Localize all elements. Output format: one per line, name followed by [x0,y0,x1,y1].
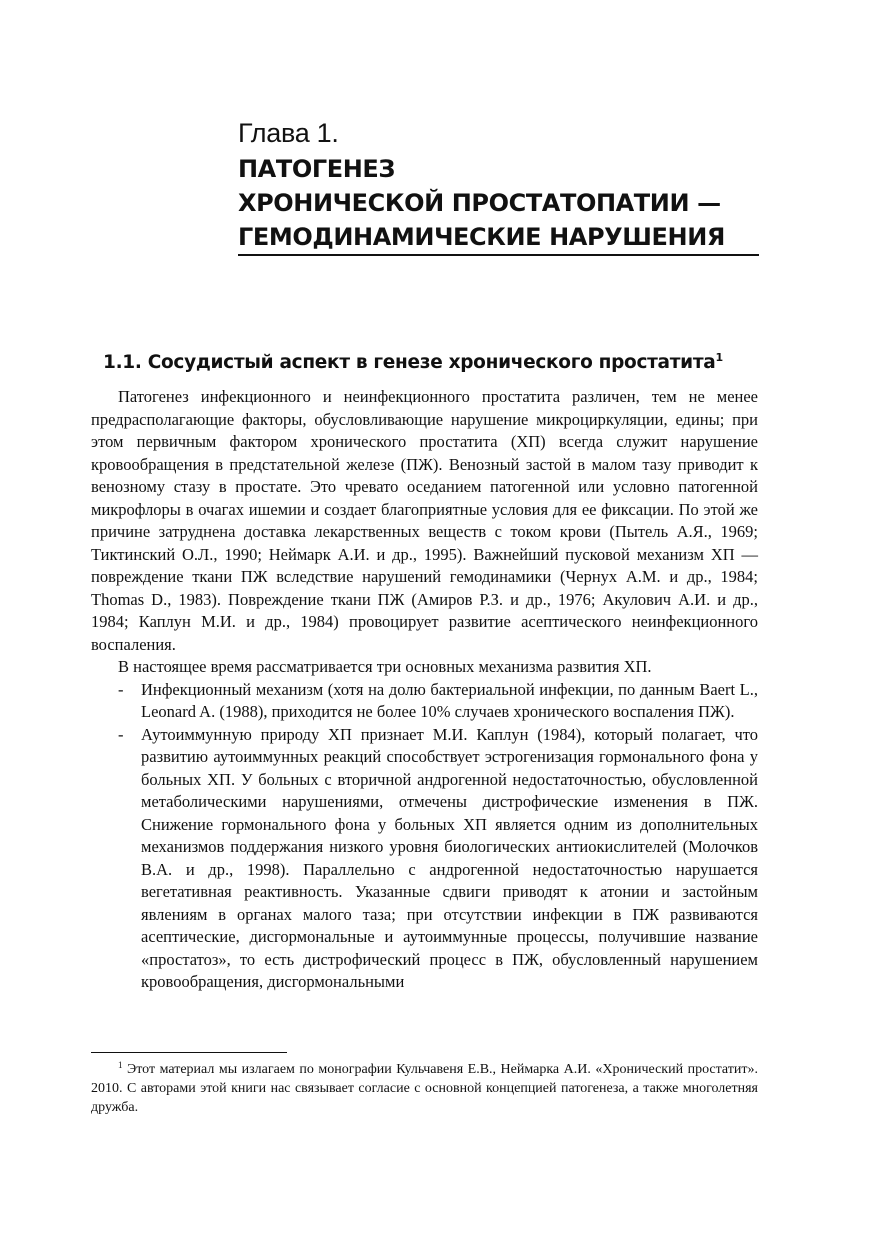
paragraph-1: Патогенез инфекционного и неинфекционного простатита различен, тем не менее предрасполагающие факторы, обусловливающие нарушение микроциркуляции, едины; при этом первичным фактором хронического простатита (ХП) всегда служит нарушение кровообращения в предстательной железе (ПЖ). Венозный застой в малом тазу приводит к венозному стазу в простате. Это чревато оседанием патогенной или условно патогенной микрофлоры в очагах ишемии и создает благоприятные условия для ее фиксации. По этой же причине затруднена доставка лекарственных веществ с током крови (Пытель А.Я., 1969; Тиктинский О.Л., 1990; Неймарк А.И. и др., 1995). Важнейший пусковой механизм ХП — повреждение ткани ПЖ вследствие нарушений гемодинамики (Чернух А.М. и др., 1984; Thomas D., 1983). Повреждение ткани ПЖ (Амиров Р.З. и др., 1976; Акулович А.И. и др., 1984; Каплун М.И. и др., 1984) провоцирует развитие асептического неинфекционного воспаления. [91,387,758,654]
footnote-text: Этот материал мы излагаем по монографии Кульчавеня Е.В., Неймарка А.И. «Хронический простатит». 2010. С авторами этой книги нас связывает согласие с основной концепцией патогенеза, а также многолетняя дружба. [91,1062,758,1115]
chapter-title-underline [238,254,759,256]
section-heading [103,345,763,376]
footnote-marker: 1 [118,1060,123,1070]
chapter-title-line-2: ХРОНИЧЕСКОЙ ПРОСТАТОПАТИИ — [238,189,721,217]
list-item [91,679,758,724]
list-item-text: Инфекционный механизм (хотя на долю бактериальной инфекции, по данным Baert L., Leonard A. (1988), приходится не более 10% случаев хронического воспаления ПЖ). [141,679,758,721]
footnote [91,1056,758,1117]
paragraph-2: В настоящее время рассматривается три основных механизма развития ХП. [118,657,652,676]
list-item-dash: - [118,679,124,699]
body-text [91,386,758,994]
section-footnote-marker: 1 [715,351,723,364]
chapter-title-line-1: ПАТОГЕНЕЗ [238,155,396,183]
footnote-separator [91,1052,287,1053]
mechanisms-list [91,679,758,994]
list-item-text: Аутоиммунную природу ХП признает М.И. Каплун (1984), который полагает, что развитию аутоиммунных реакций способствует эстрогенизация гормонального фона у больных ХП. У больных с вторичной андрогенной недостаточностью, обусловленной метаболическими нарушениями, отмечены дистрофические изменения в ПЖ. Снижение гормонального фона у больных ХП является одним из дополнительных механизмов поддержания низкого уровня биологических антиокислителей (Молочков В.А. и др., 1998). Параллельно с андрогенной недостаточностью нарушается вегетативная реактивность. Указанные сдвиги приводят к атонии и застойным явлениям в органах малого таза; при отсутствии инфекции в ПЖ развиваются асептические, дисгормональные и аутоиммунные процессы, получившие название «простатоз», то есть дистрофический процесс в ПЖ, обусловленный нарушением кровообращения, дисгормональными [141,724,758,991]
chapter-heading [238,116,768,254]
chapter-title-line-3: ГЕМОДИНАМИЧЕСКИЕ НАРУШЕНИЯ [238,223,725,251]
chapter-label: Глава 1. [238,118,339,148]
section-heading-text: 1.1. Сосудистый аспект в генезе хронического простатита [103,352,716,373]
list-item-dash: - [118,724,124,744]
list-item [91,724,758,994]
